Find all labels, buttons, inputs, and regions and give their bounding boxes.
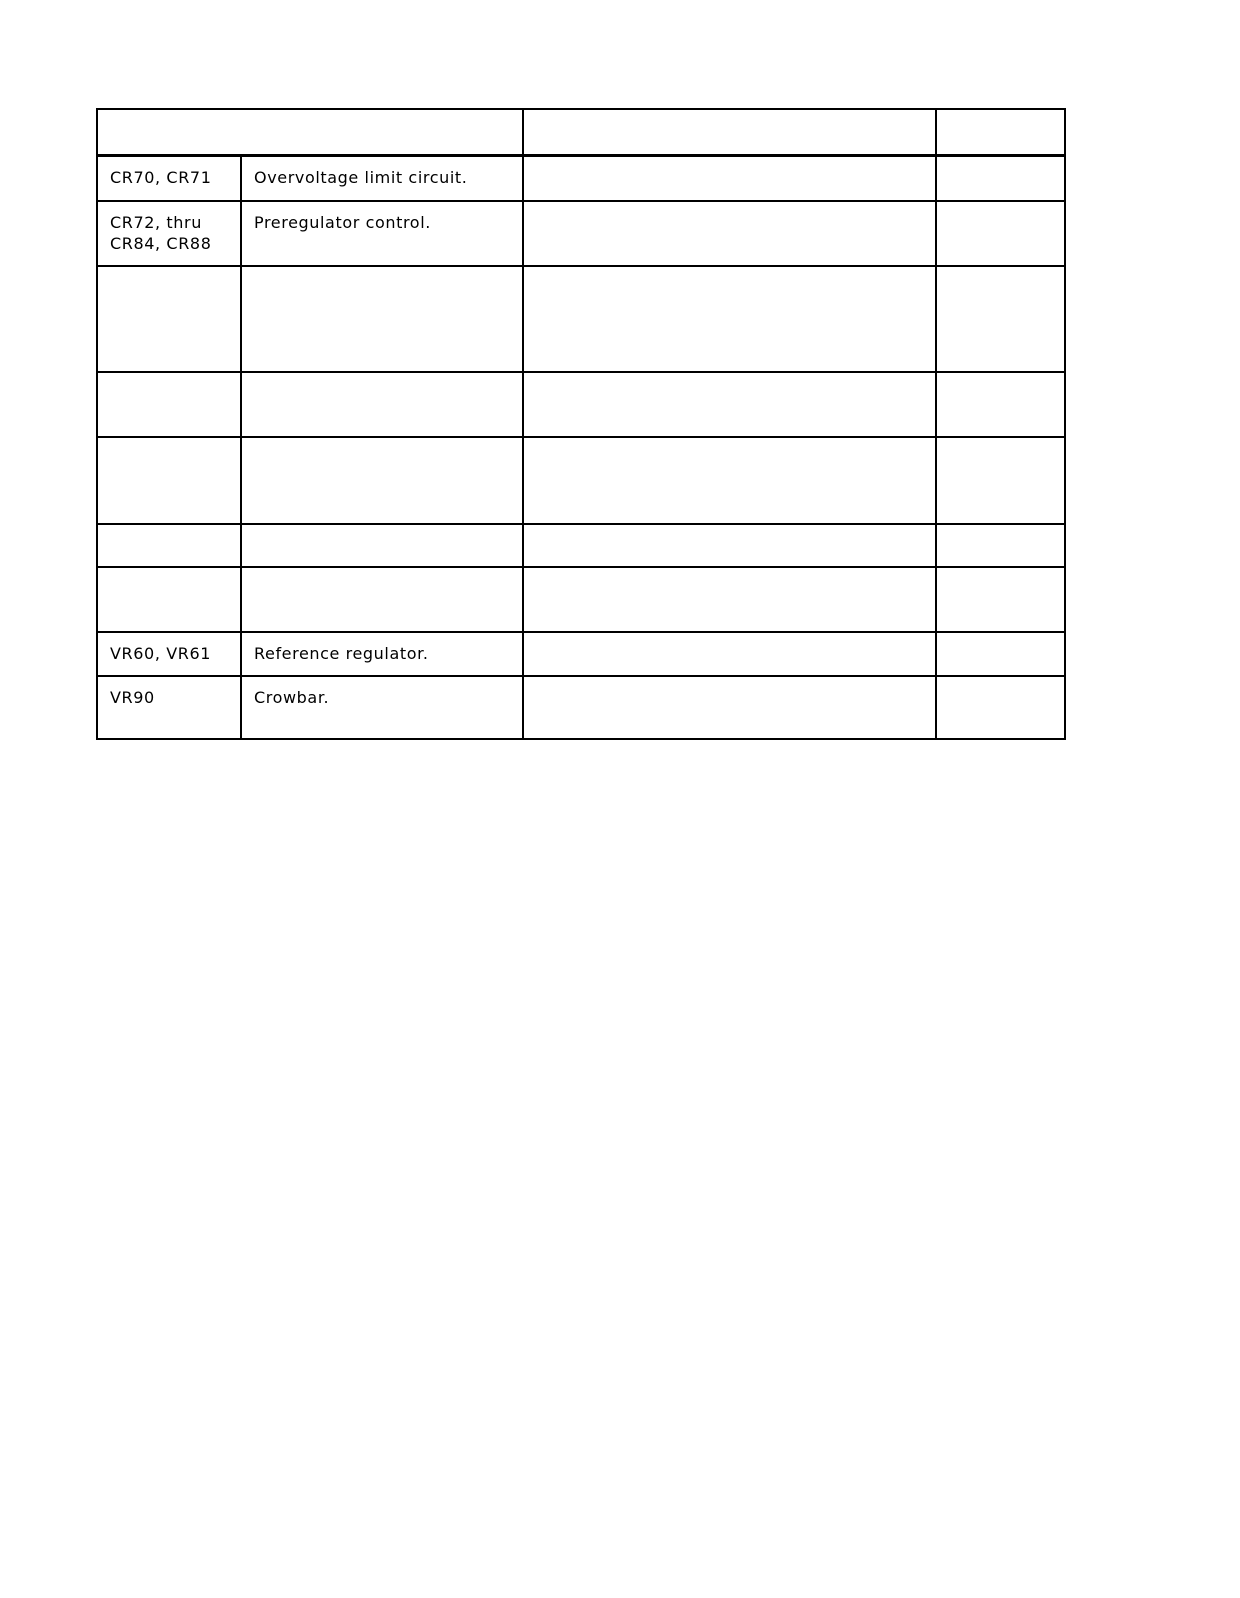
ref-cell	[97, 632, 241, 676]
ref-text: VR90	[110, 688, 155, 707]
function-text	[242, 525, 522, 535]
header-cell-remarks	[523, 109, 936, 155]
ref-cell	[97, 524, 241, 567]
empty-cell	[936, 201, 1065, 266]
table-row	[97, 266, 1065, 372]
table-row	[97, 372, 1065, 437]
function-cell	[241, 266, 523, 372]
header-cell-component	[97, 109, 523, 155]
table-row	[97, 632, 1065, 676]
empty-cell	[936, 524, 1065, 567]
empty-cell	[523, 632, 936, 676]
ref-text: CR70, CR71	[110, 167, 212, 187]
ref-text: CR72, thru CR84, CR88	[110, 213, 212, 253]
empty-cell	[523, 201, 936, 266]
function-text: Overvoltage limit circuit.	[254, 167, 468, 187]
function-cell	[241, 155, 523, 201]
component-table	[96, 108, 1066, 740]
empty-cell	[523, 372, 936, 437]
ref-cell	[97, 155, 241, 201]
function-cell	[241, 437, 523, 524]
empty-cell	[936, 372, 1065, 437]
ref-text	[98, 373, 240, 383]
ref-cell	[97, 567, 241, 632]
function-cell	[241, 524, 523, 567]
header-cell-extra	[936, 109, 1065, 155]
table-row	[97, 676, 1065, 739]
ref-text: VR60, VR61	[110, 644, 212, 663]
function-cell	[241, 676, 523, 739]
empty-cell	[523, 524, 936, 567]
function-text	[242, 568, 522, 578]
table-row	[97, 155, 1065, 201]
table-header-row	[97, 109, 1065, 155]
table-row	[97, 524, 1065, 567]
function-text: Preregulator control.	[254, 213, 431, 232]
function-cell	[241, 201, 523, 266]
function-text: Reference regulator.	[254, 644, 429, 663]
empty-cell	[523, 437, 936, 524]
ref-cell	[97, 437, 241, 524]
empty-cell	[936, 266, 1065, 372]
ref-cell	[97, 266, 241, 372]
ref-text	[98, 568, 240, 578]
empty-cell	[523, 567, 936, 632]
ref-cell	[97, 676, 241, 739]
function-text	[242, 438, 522, 448]
table-row	[97, 437, 1065, 524]
function-text: Crowbar.	[254, 688, 330, 707]
ref-text	[98, 267, 240, 277]
empty-cell	[936, 567, 1065, 632]
table-row	[97, 567, 1065, 632]
ref-cell	[97, 372, 241, 437]
function-cell	[241, 372, 523, 437]
empty-cell	[936, 437, 1065, 524]
empty-cell	[523, 266, 936, 372]
ref-cell	[97, 201, 241, 266]
table-row	[97, 201, 1065, 266]
empty-cell	[523, 676, 936, 739]
function-text	[242, 373, 522, 383]
empty-cell	[936, 155, 1065, 201]
empty-cell	[936, 632, 1065, 676]
empty-cell	[936, 676, 1065, 739]
function-text	[242, 267, 522, 277]
function-cell	[241, 632, 523, 676]
function-cell	[241, 567, 523, 632]
empty-cell	[523, 155, 936, 201]
ref-text	[98, 525, 240, 535]
ref-text	[98, 438, 240, 448]
